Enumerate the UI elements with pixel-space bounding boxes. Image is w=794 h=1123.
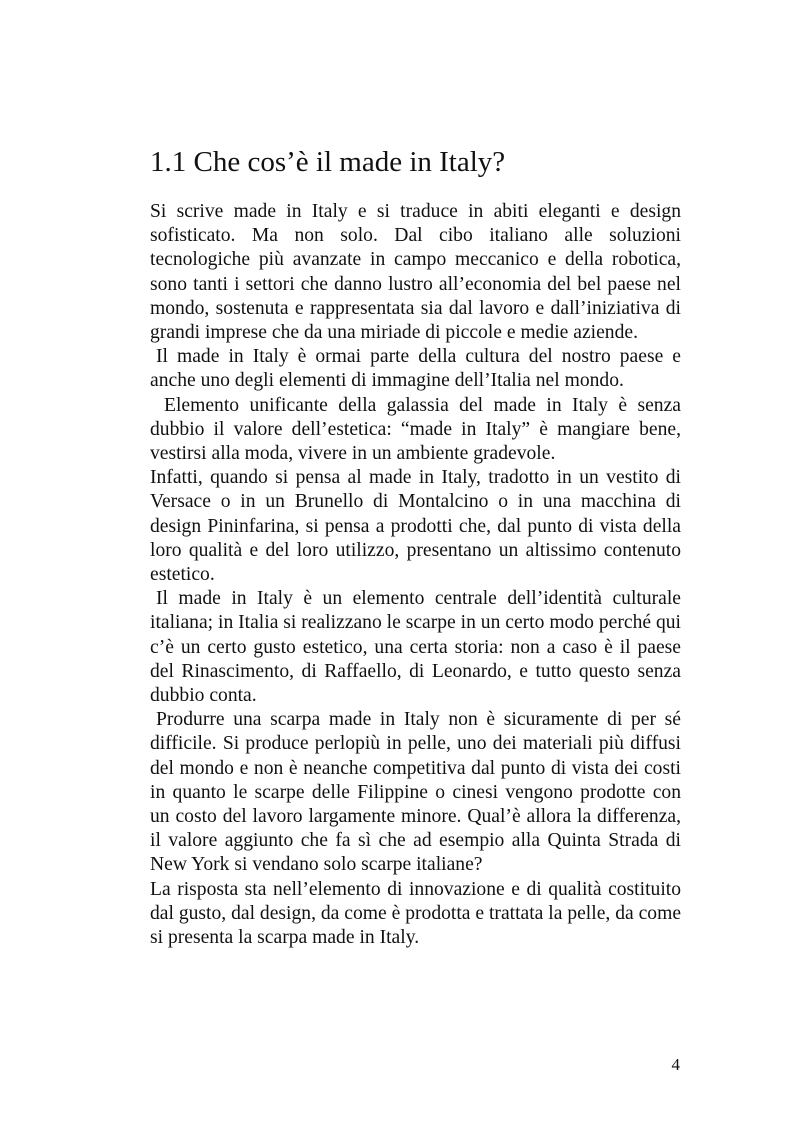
paragraph-4: Infatti, quando si pensa al made in Italy, tradotto in un vestito di Versace o in un Brunello di Montalcino o in una macchina di design Pininfarina, si pensa a prodotti che, dal punto di vista della loro qualità e del loro utilizzo, presentano un altissimo contenuto estetico. (150, 467, 681, 586)
paragraph-2: Il made in Italy è ormai parte della cultura del nostro paese e anche uno degli elementi di immagine dell’Italia nel mondo. (150, 346, 681, 392)
page-number: 4 (671, 1055, 680, 1074)
paragraph-1: Si scrive made in Italy e si traduce in abiti eleganti e design sofisticato. Ma non solo. Dal cibo italiano alle soluzioni tecnologiche più avanzate in campo meccanico e della robotica, sono tanti i settori che danno lustro all’economia del bel paese nel mondo, sostenuta e rappresentata sia dal lavoro e dall’iniziativa di grandi imprese che da una miriade di piccole e medie aziende. (150, 201, 681, 344)
paragraph-7: La risposta sta nell’elemento di innovazione e di qualità costituito dal gusto, dal design, da come è prodotta e trattata la pelle, da come si presenta la scarpa made in Italy. (150, 878, 682, 949)
section-title: 1.1 Che cos’è il made in Italy? (150, 146, 506, 178)
paragraph-3: Elemento unificante della galassia del made in Italy è senza dubbio il valore dell’estetica: “made in Italy” è mangiare bene, vestirsi alla moda, vivere in un ambiente gradevole. (150, 394, 681, 465)
paragraph-5: Il made in Italy è un elemento centrale dell’identità culturale italiana; in Italia si realizzano le scarpe in un certo modo perché qui c’è un certo gusto estetico, una certa storia: non a caso è il paese del Rinascimento, di Raffaello, di Leonardo, e tutto questo senza dubbio conta. (150, 588, 681, 707)
paragraph-6: Produrre una scarpa made in Italy non è sicuramente di per sé difficile. Si produce perlopiù in pelle, uno dei materiali più diffusi del mondo e non è neanche competitiva dal punto di vista dei costi in quanto le scarpe delle Filippine o cinesi vengono prodotte con un costo del lavoro largamente minore. Qual’è allora la differenza, il valore aggiunto che fa sì che ad esempio alla Quinta Strada di New York si vendano solo scarpe italiane? (150, 709, 681, 876)
body-text (150, 200, 681, 950)
